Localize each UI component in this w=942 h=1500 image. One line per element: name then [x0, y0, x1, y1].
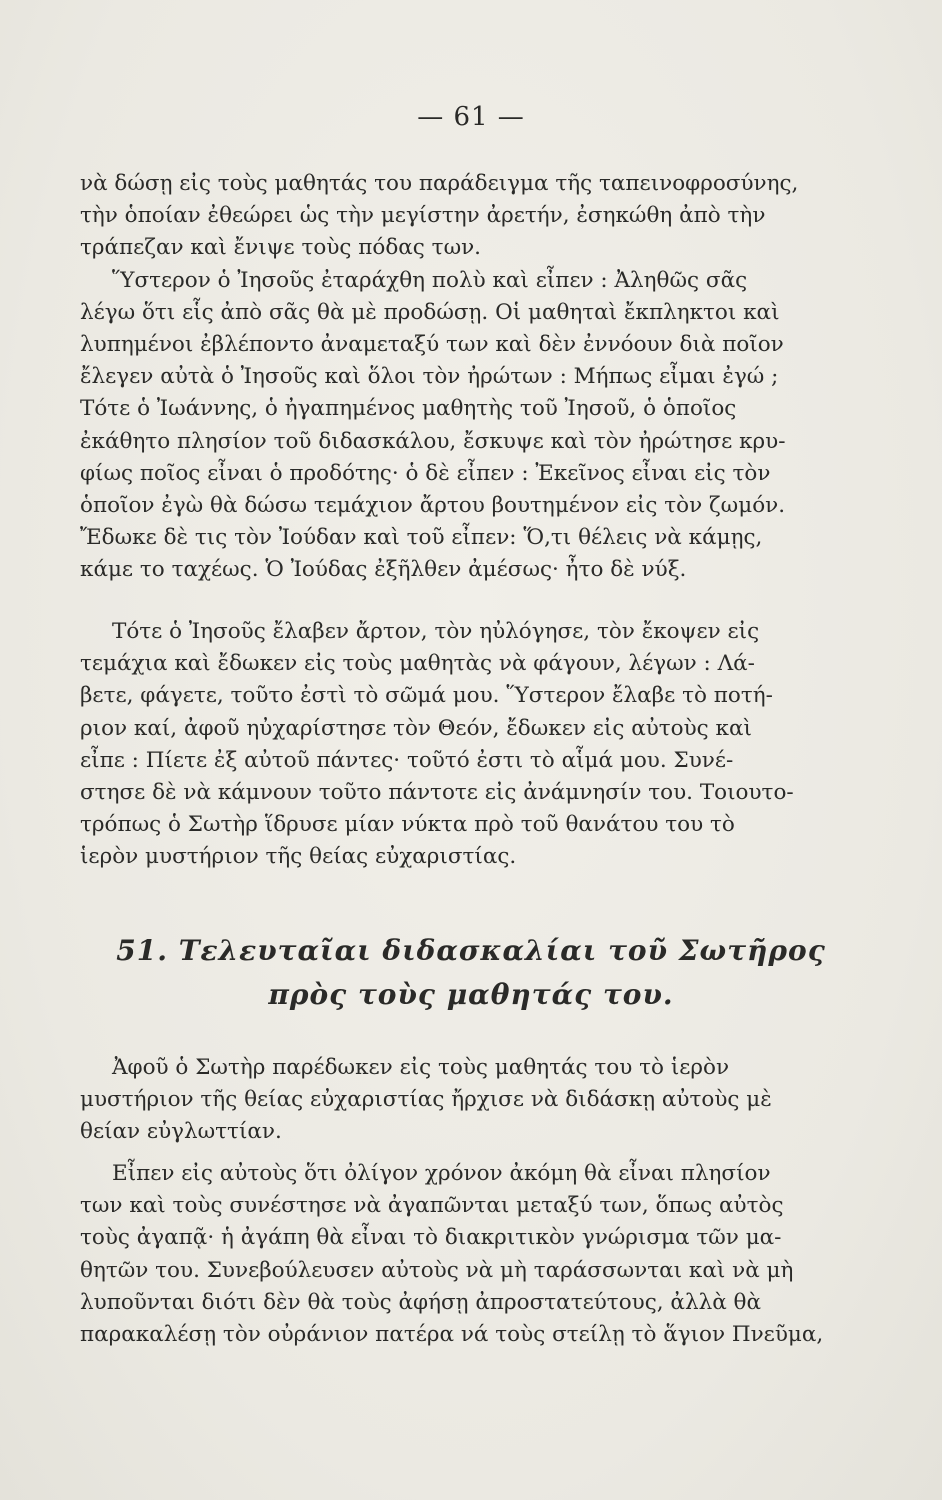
- text-line: Ἀφοῦ ὁ Σωτὴρ παρέδωκεν εἰς τοὺς μαθητάς του τὸ ἱερὸν: [112, 1055, 730, 1080]
- text-line: βετε, φάγετε, τοῦτο ἐστὶ τὸ σῶμά μου. Ὕστερον ἔλαβε τὸ ποτή-: [80, 683, 773, 709]
- paragraph-teachings-love: [80, 1158, 880, 1351]
- text-line: εἶπε : Πίετε ἐξ αὐτοῦ πάντες· τοῦτό ἐστι τὸ αἷμά μου. Συνέ-: [80, 747, 734, 773]
- paragraph-foot-washing: [80, 168, 880, 586]
- text-line: λέγω ὅτι εἷς ἀπὸ σᾶς θὰ μὲ προδώσῃ. Οἱ μαθηταὶ ἔκπληκτοι καὶ: [80, 299, 780, 325]
- text-line: κάμε το ταχέως. Ὁ Ἰούδας ἐξῆλθεν ἀμέσως· ἦτο δὲ νύξ.: [80, 557, 687, 583]
- section-heading-continued: πρὸς τοὺς μαθητάς του.: [268, 978, 674, 1011]
- text-line: ριον καί, ἀφοῦ ηὐχαρίστησε τὸν Θεόν, ἔδωκεν εἰς αὐτοὺς καὶ: [80, 715, 752, 741]
- text-line: τρόπως ὁ Σωτὴρ ἵδρυσε μίαν νύκτα πρὸ τοῦ θανάτου του τὸ: [80, 812, 735, 838]
- text-line: θητῶν του. Συνεβούλευσεν αὐτοὺς νὰ μὴ ταράσσωνται καὶ νὰ μὴ: [80, 1257, 794, 1283]
- text-line: λυπημένοι ἐβλέποντο ἀναμεταξύ των καὶ δὲν ἐννόουν διὰ ποῖον: [80, 331, 784, 357]
- text-line: θείαν εὐγλωττίαν.: [80, 1119, 282, 1145]
- text-line: ἐκάθητο πλησίον τοῦ διδασκάλου, ἔσκυψε καὶ τὸν ἠρώτησε κρυ-: [80, 428, 786, 454]
- text-line: νὰ δώσῃ εἰς τοὺς μαθητάς του παράδειγμα τῆς ταπεινοφροσύνης,: [80, 171, 799, 196]
- text-line: ἱερὸν μυστήριον τῆς θείας εὐχαριστίας.: [80, 844, 517, 870]
- text-line: Ὕστερον ὁ Ἰησοῦς ἐταράχθη πολὺ καὶ εἶπεν : Ἀληθῶς σᾶς: [112, 267, 748, 293]
- text-line: Τότε ὁ Ἰωάννης, ὁ ἠγαπημένος μαθητὴς τοῦ Ἰησοῦ, ὁ ὁποῖος: [80, 396, 737, 422]
- section-heading: 51. Τελευταῖαι διδασκαλίαι τοῦ Σωτῆρος: [116, 934, 826, 967]
- text-line: τοὺς ἀγαπᾷ· ἡ ἀγάπη θὰ εἶναι τὸ διακριτικὸν γνώρισμα τῶν μα-: [80, 1225, 782, 1251]
- text-line: Τότε ὁ Ἰησοῦς ἔλαβεν ἄρτον, τὸν ηὐλόγησε, τὸν ἔκοψεν εἰς: [112, 619, 760, 644]
- text-line: ὁποῖον ἐγὼ θὰ δώσω τεμάχιον ἄρτου βουτημένον εἰς τὸν ζωμόν.: [80, 492, 786, 518]
- text-line: τεμάχια καὶ ἔδωκεν εἰς τοὺς μαθητὰς νὰ φάγουν, λέγων : Λά-: [80, 651, 755, 677]
- text-line: τράπεζαν καὶ ἔνιψε τοὺς πόδας των.: [80, 235, 482, 261]
- text-line: των καὶ τοὺς συνέστησε νὰ ἀγαπῶνται μεταξύ των, ὅπως αὐτὸς: [80, 1193, 784, 1219]
- text-line: παρακαλέσῃ τὸν οὐράνιον πατέρα νά τοὺς στείλῃ τὸ ἅγιον Πνεῦμα,: [80, 1321, 824, 1347]
- paragraph-last-supper: [80, 616, 880, 874]
- text-line: φίως ποῖος εἶναι ὁ προδότης· ὁ δὲ εἶπεν : Ἐκεῖνος εἶναι εἰς τὸν: [80, 460, 771, 486]
- text-line: μυστήριον τῆς θείας εὐχαριστίας ἤρχισε νὰ διδάσκῃ αὐτοὺς μὲ: [80, 1087, 772, 1113]
- text-line: Εἶπεν εἰς αὐτοὺς ὅτι ὀλίγον χρόνον ἀκόμη θὰ εἶναι πλησίον: [112, 1161, 771, 1186]
- text-line: ἔλεγεν αὐτὰ ὁ Ἰησοῦς καὶ ὅλοι τὸν ἠρώτων : Μήπως εἶμαι ἐγώ ;: [80, 364, 779, 390]
- paragraph-teachings-intro: [80, 1052, 880, 1149]
- text-line: στησε δὲ νὰ κάμνουν τοῦτο πάντοτε εἰς ἀνάμνησίν του. Τοιουτο-: [80, 779, 794, 805]
- text-line: λυποῦνται διότι δὲν θὰ τοὺς ἀφήσῃ ἀπροστατεύτους, ἀλλὰ θὰ: [80, 1289, 762, 1315]
- text-line: Ἔδωκε δὲ τις τὸν Ἰούδαν καὶ τοῦ εἶπεν: Ὅ,τι θέλεις νὰ κάμῃς,: [80, 525, 763, 551]
- text-line: τὴν ὁποίαν ἐθεώρει ὡς τὴν μεγίστην ἀρετήν, ἐσηκώθη ἀπὸ τὴν: [80, 203, 766, 229]
- page-number: — 61 —: [417, 102, 525, 132]
